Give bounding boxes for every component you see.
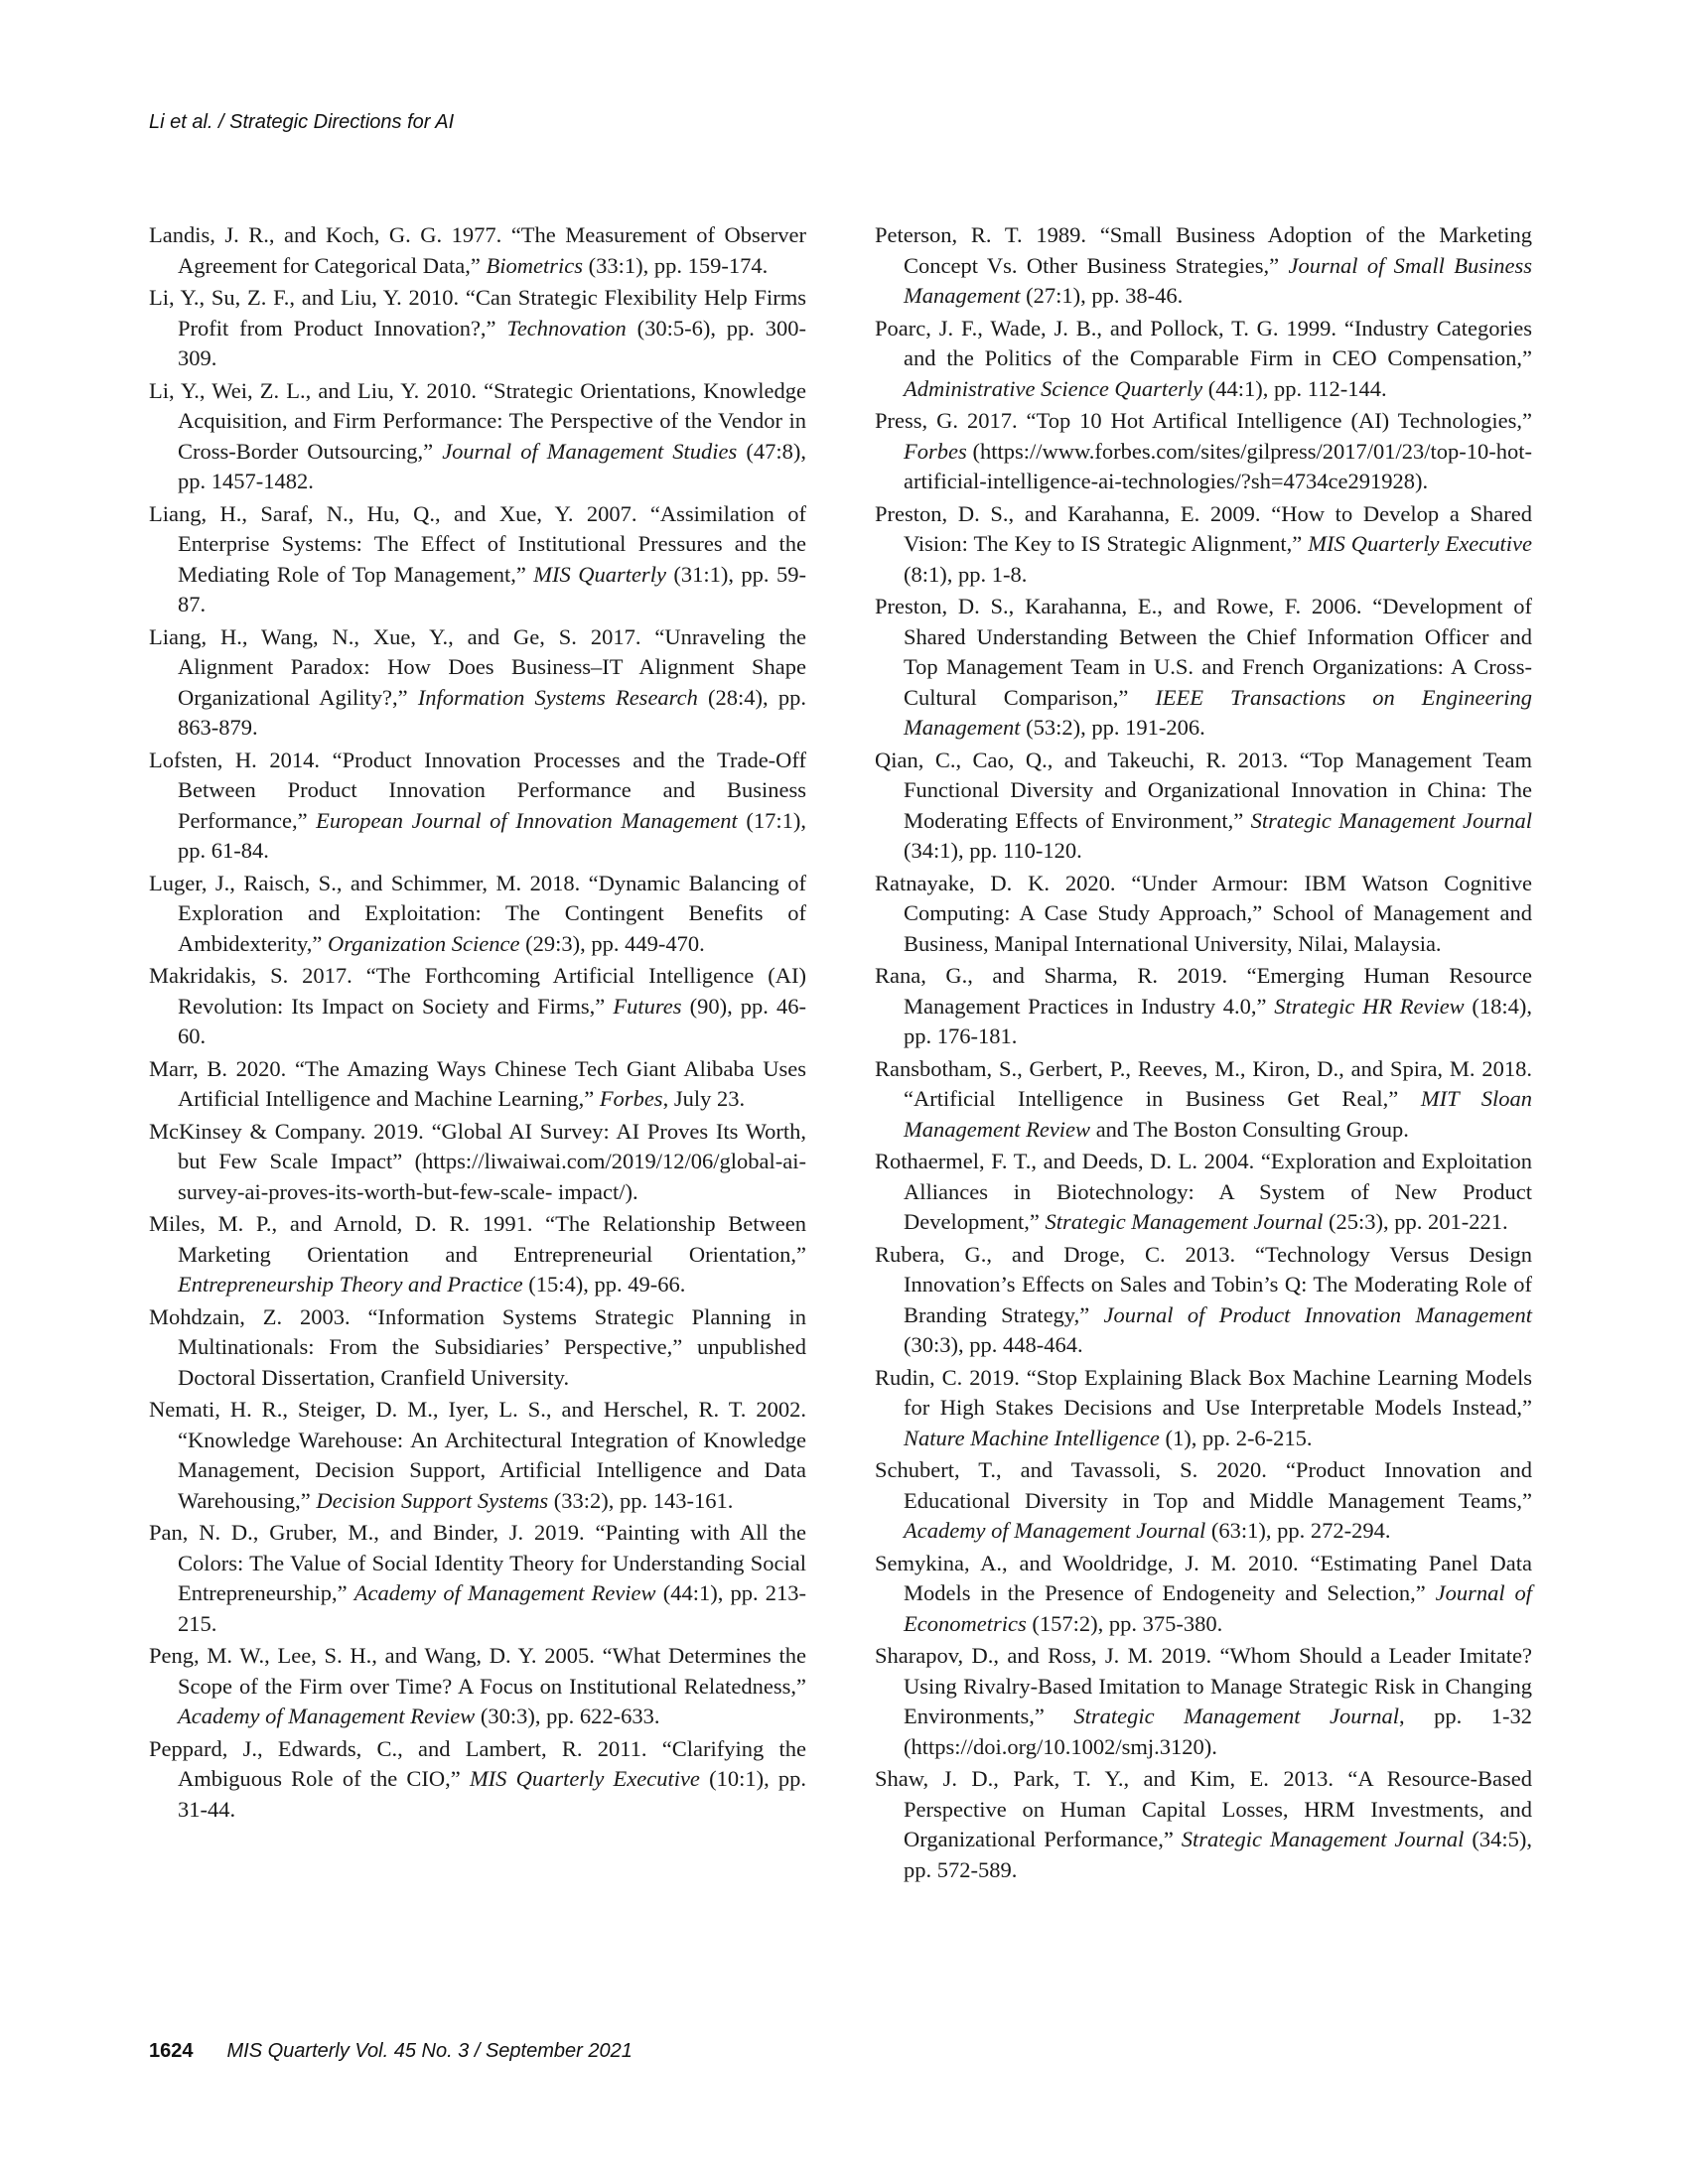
reference-text: (29:3), pp. 449-470. <box>519 930 705 956</box>
reference-text: (90), pp. 46-60. <box>178 993 806 1048</box>
reference-source-title: Nature Machine Intelligence <box>904 1425 1160 1450</box>
reference-source-title: Forbes <box>599 1086 663 1111</box>
reference-entry <box>875 220 1532 312</box>
reference-entry <box>149 746 806 867</box>
reference-text: Poarc, J. F., Wade, J. B., and Pollock, T. G. 1999. “Industry Categories and the Politics of the Comparable Firm in CEO Compensation,” <box>875 315 1532 370</box>
reference-text: (10:1), pp. 31-44. <box>178 1766 807 1822</box>
reference-text: Press, G. 2017. “Top 10 Hot Artifical Intelligence (AI) Technologies,” <box>875 408 1532 433</box>
reference-source-title: Organization Science <box>328 930 520 956</box>
reference-source-title: Academy of Management Review <box>353 1580 656 1605</box>
reference-text: Peng, M. W., Lee, S. H., and Wang, D. Y. 2005. “What Determines the Scope of the Firm over Time? A Focus on Institutional Relatedness,” <box>149 1643 806 1699</box>
reference-entry <box>875 314 1532 405</box>
reference-source-title: Journal of Product Innovation Management <box>1103 1301 1532 1327</box>
reference-source-title: Entrepreneurship Theory and Practice <box>178 1272 523 1297</box>
reference-entry <box>875 1054 1532 1146</box>
reference-source-title: Strategic Management Journal <box>1250 807 1532 833</box>
reference-text: Miles, M. P., and Arnold, D. R. 1991. “The Relationship Between Marketing Orientation and Entrepreneurial Orientation,” <box>149 1211 806 1267</box>
reference-text: (17:1), pp. 61-84. <box>178 807 806 863</box>
reference-source-title: Academy of Management Journal <box>904 1518 1206 1543</box>
reference-text: Liang, H., Saraf, N., Hu, Q., and Xue, Y. 2007. “Assimilation of Enterprise Systems: The Effect of Institutional Pressures and the Mediating Role of Top Management,” <box>149 500 806 587</box>
reference-text: Liang, H., Wang, N., Xue, Y., and Ge, S. 2017. “Unraveling the Alignment Paradox: How Does Business–IT Alignment Shape Organizational Agility?,” <box>149 623 806 710</box>
reference-text: , pp. 1-32 (https://doi.org/10.1002/smj.3120). <box>904 1704 1532 1759</box>
reference-text: (30:3), pp. 622-633. <box>475 1704 660 1728</box>
reference-entry <box>875 746 1532 867</box>
reference-source-title: Strategic Management Journal <box>1045 1209 1324 1234</box>
reference-text: (30:5-6), pp. 300-309. <box>178 315 806 370</box>
references-right-column <box>875 220 1532 1887</box>
reference-source-title: Journal of Econometrics <box>904 1580 1532 1636</box>
reference-source-title: European Journal of Innovation Management <box>316 807 738 833</box>
reference-entry <box>875 961 1532 1052</box>
reference-entry <box>149 1117 806 1208</box>
reference-text: (34:5), pp. 572-589. <box>904 1827 1532 1882</box>
reference-text: (30:3), pp. 448-464. <box>904 1332 1083 1357</box>
reference-entry <box>149 1395 806 1516</box>
reference-text: and The Boston Consulting Group. <box>1090 1116 1409 1142</box>
reference-entry <box>875 1641 1532 1762</box>
reference-text: (1), pp. 2-6-215. <box>1159 1425 1313 1450</box>
reference-source-title: Journal of Small Business Management <box>904 252 1532 308</box>
reference-entry <box>875 1549 1532 1640</box>
reference-text: Makridakis, S. 2017. “The Forthcoming Artificial Intelligence (AI) Revolution: Its Impact on Society and Firms,” <box>149 963 806 1019</box>
reference-source-title: Forbes <box>904 438 967 464</box>
reference-text: Peppard, J., Edwards, C., and Lambert, R. 2011. “Clarifying the Ambiguous Role of the CIO,” <box>149 1735 806 1791</box>
references-left-column <box>149 220 806 1827</box>
reference-entry <box>149 1302 806 1394</box>
reference-text: Peterson, R. T. 1989. “Small Business Adoption of the Marketing Concept Vs. Other Business Strategies,” <box>875 222 1532 278</box>
reference-entry <box>875 1147 1532 1238</box>
reference-text: (15:4), pp. 49-66. <box>522 1272 686 1297</box>
reference-text: Rubera, G., and Droge, C. 2013. “Technology Versus Design Innovation’s Effects on Sales and Tobin’s Q: The Moderating Role of Branding Strategy,” <box>875 1241 1532 1327</box>
reference-source-title: IEEE Transactions on Engineering Management <box>904 684 1532 740</box>
reference-text: Rana, G., and Sharma, R. 2019. “Emerging Human Resource Management Practices in Industry 4.0,” <box>875 963 1532 1019</box>
reference-source-title: Strategic Management Journal <box>1181 1827 1465 1851</box>
reference-text: Schubert, T., and Tavassoli, S. 2020. “Product Innovation and Educational Diversity in Top and Middle Management Teams,” <box>875 1457 1532 1513</box>
reference-entry <box>875 592 1532 744</box>
reference-source-title: Information Systems Research <box>417 684 698 710</box>
reference-text: Li, Y., Wei, Z. L., and Liu, Y. 2010. “Strategic Orientations, Knowledge Acquisition, and Firm Performance: The Perspective of the Vendor in Cross-Border Outsourcing,” <box>149 377 806 464</box>
reference-source-title: Academy of Management Review <box>178 1704 476 1728</box>
reference-entry <box>149 1054 806 1115</box>
reference-text: Luger, J., Raisch, S., and Schimmer, M. 2018. “Dynamic Balancing of Exploration and Exploitation: The Contingent Benefits of Ambidexterity,” <box>149 870 806 956</box>
reference-text: (53:2), pp. 191-206. <box>1020 715 1205 740</box>
reference-entry <box>875 499 1532 591</box>
reference-text: (33:2), pp. 143-161. <box>548 1487 734 1513</box>
reference-entry <box>875 1764 1532 1885</box>
reference-text: (47:8), pp. 1457-1482. <box>178 438 806 493</box>
reference-text: Semykina, A., and Wooldridge, J. M. 2010. “Estimating Panel Data Models in the Presence of Endogeneity and Selection,” <box>875 1550 1532 1605</box>
reference-text: Landis, J. R., and Koch, G. G. 1977. “The Measurement of Observer Agreement for Categorical Data,” <box>149 222 806 278</box>
reference-source-title: MIT Sloan Management Review <box>904 1086 1532 1142</box>
reference-entry <box>875 869 1532 960</box>
reference-text: (27:1), pp. 38-46. <box>1020 283 1184 308</box>
reference-text: (8:1), pp. 1-8. <box>904 561 1028 587</box>
reference-entry <box>149 1641 806 1732</box>
reference-source-title: MIS Quarterly <box>533 561 666 587</box>
reference-entry <box>875 1455 1532 1547</box>
reference-text: (31:1), pp. 59-87. <box>178 561 806 616</box>
reference-text: (https://www.forbes.com/sites/gilpress/2017/01/23/top-10-hot-artificial-intelligence-ai-technologies/?sh=4734ce291928). <box>904 438 1532 493</box>
reference-text: (34:1), pp. 110-120. <box>904 838 1082 863</box>
reference-text: (44:1), pp. 213-215. <box>178 1580 806 1636</box>
reference-text: (28:4), pp. 863-879. <box>178 684 806 740</box>
reference-source-title: Futures <box>613 993 682 1019</box>
reference-text: Rudin, C. 2019. “Stop Explaining Black Box Machine Learning Models for High Stakes Decisions and Use Interpretable Models Instead,” <box>875 1364 1532 1420</box>
reference-text: McKinsey & Company. 2019. “Global AI Survey: AI Proves Its Worth, but Few Scale Impact” (https://liwaiwai.com/2019/12/06/global-ai-survey-ai-proves-its-worth-but-few-scale- impact/). <box>149 1118 806 1204</box>
reference-source-title: Technovation <box>506 315 627 341</box>
reference-entry <box>149 283 806 374</box>
reference-source-title: Journal of Management Studies <box>442 438 738 464</box>
reference-entry <box>149 220 806 281</box>
reference-entry <box>149 622 806 744</box>
reference-text: Sharapov, D., and Ross, J. M. 2019. “Whom Should a Leader Imitate? Using Rivalry-Based Imitation to Manage Strategic Risk in Changing Environments,” <box>875 1643 1532 1728</box>
reference-source-title: Strategic Management Journal <box>1073 1704 1400 1728</box>
reference-source-title: Strategic HR Review <box>1274 993 1465 1019</box>
reference-text: Pan, N. D., Gruber, M., and Binder, J. 2019. “Painting with All the Colors: The Value of Social Identity Theory for Understanding Social Entrepreneurship,” <box>149 1520 806 1605</box>
reference-source-title: Biometrics <box>486 252 583 278</box>
journal-citation: MIS Quarterly Vol. 45 No. 3 / September 2021 <box>226 2040 633 2062</box>
reference-entry <box>149 869 806 960</box>
reference-text: Ratnayake, D. K. 2020. “Under Armour: IBM Watson Cognitive Computing: A Case Study Approach,” School of Management and Business, Manipal International University, Nilai, Malaysia. <box>875 870 1532 956</box>
reference-text: Lofsten, H. 2014. “Product Innovation Processes and the Trade-Off Between Product Innovation Performance and Business Performance,” <box>149 747 806 833</box>
reference-source-title: MIS Quarterly Executive <box>1308 531 1532 556</box>
reference-text: Preston, D. S., Karahanna, E., and Rowe, F. 2006. “Development of Shared Understanding Between the Chief Information Officer and Top Management Team in U.S. and French Organizations: A Cross-Cultural Comparison,” <box>875 594 1532 710</box>
reference-entry <box>875 406 1532 497</box>
reference-entry <box>149 961 806 1052</box>
reference-text: (44:1), pp. 112-144. <box>1202 375 1387 401</box>
reference-text: Preston, D. S., and Karahanna, E. 2009. “How to Develop a Shared Vision: The Key to IS Strategic Alignment,” <box>875 500 1532 556</box>
reference-source-title: Administrative Science Quarterly <box>904 375 1203 401</box>
page-number: 1624 <box>149 2040 194 2062</box>
reference-source-title: MIS Quarterly Executive <box>469 1766 700 1791</box>
reference-entry <box>149 1209 806 1300</box>
reference-text: (18:4), pp. 176-181. <box>904 993 1532 1048</box>
reference-entry <box>875 1240 1532 1361</box>
reference-text: Mohdzain, Z. 2003. “Information Systems Strategic Planning in Multinationals: From the Subsidiaries’ Perspective,” unpublished Doctoral Dissertation, Cranfield University. <box>149 1303 806 1390</box>
reference-entry <box>149 1734 806 1826</box>
reference-text: Rothaermel, F. T., and Deeds, D. L. 2004. “Exploration and Exploitation Alliances in Biotechnology: A System of New Product Development,” <box>875 1149 1532 1234</box>
reference-text: (157:2), pp. 375-380. <box>1026 1610 1223 1636</box>
reference-text: Nemati, H. R., Steiger, D. M., Iyer, L. S., and Herschel, R. T. 2002. “Knowledge Warehouse: An Architectural Integration of Knowledge Management, Decision Support, Artificial Intelligence and Data Warehousing,” <box>149 1397 806 1513</box>
reference-entry <box>149 376 806 497</box>
reference-source-title: Decision Support Systems <box>316 1487 549 1513</box>
reference-text: , July 23. <box>662 1086 746 1111</box>
reference-text: Shaw, J. D., Park, T. Y., and Kim, E. 2013. “A Resource-Based Perspective on Human Capital Losses, HRM Investments, and Organizational Performance,” <box>875 1766 1532 1851</box>
reference-text: Qian, C., Cao, Q., and Takeuchi, R. 2013. “Top Management Team Functional Diversity and Organizational Innovation in China: The Moderating Effects of Environment,” <box>875 747 1532 833</box>
reference-text: Marr, B. 2020. “The Amazing Ways Chinese Tech Giant Alibaba Uses Artificial Intelligence and Machine Learning,” <box>149 1055 806 1111</box>
running-header: Li et al. / Strategic Directions for AI <box>149 111 455 133</box>
reference-entry <box>149 499 806 620</box>
reference-text: (33:1), pp. 159-174. <box>582 252 769 278</box>
reference-text: (25:3), pp. 201-221. <box>1323 1209 1508 1234</box>
reference-entry <box>149 1518 806 1639</box>
reference-entry <box>875 1363 1532 1454</box>
reference-text: (63:1), pp. 272-294. <box>1205 1518 1391 1543</box>
reference-text: Ransbotham, S., Gerbert, P., Reeves, M., Kiron, D., and Spira, M. 2018. “Artificial Intelligence in Business Get Real,” <box>875 1055 1532 1111</box>
page-footer <box>149 2040 633 2063</box>
reference-text: Li, Y., Su, Z. F., and Liu, Y. 2010. “Can Strategic Flexibility Help Firms Profit from Product Innovation?,” <box>149 285 806 341</box>
